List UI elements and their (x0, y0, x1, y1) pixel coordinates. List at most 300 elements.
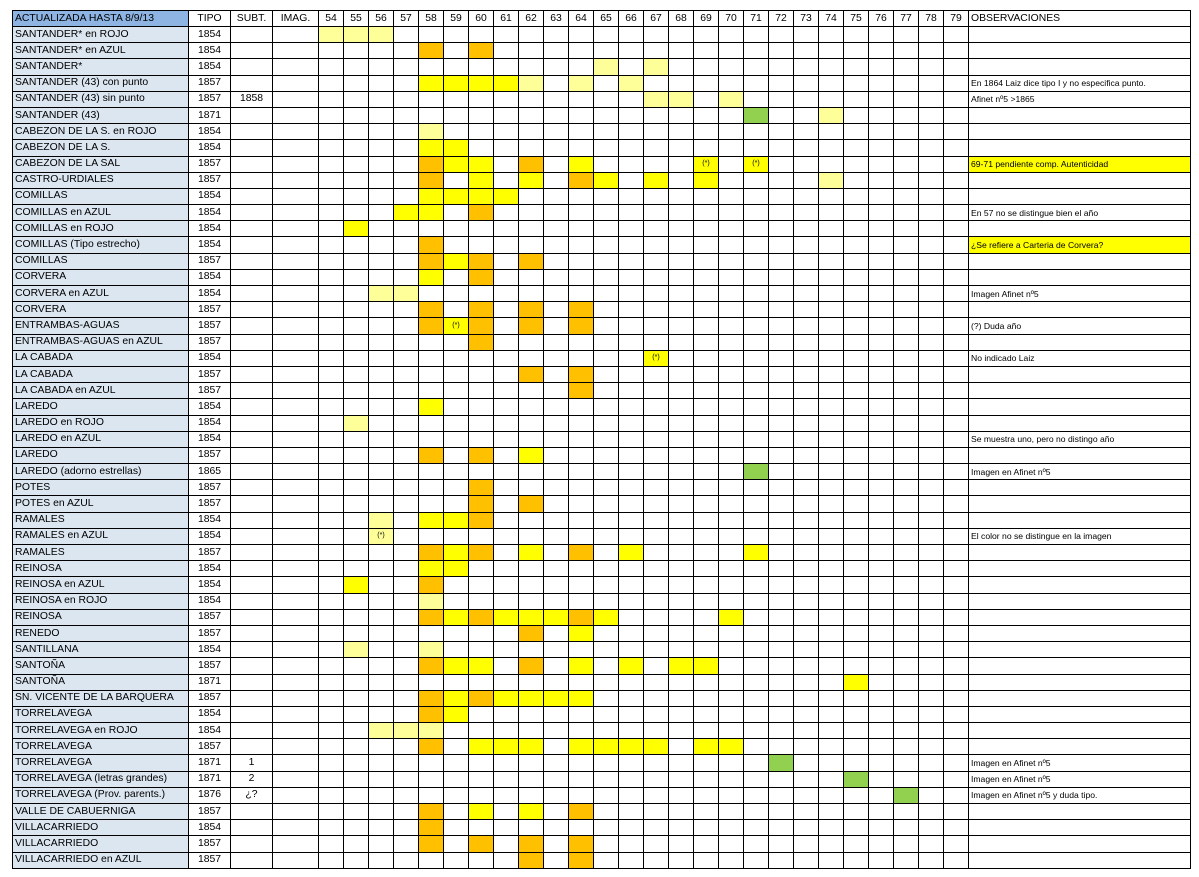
cell-year-58[interactable] (419, 658, 444, 674)
cell-year-62[interactable] (519, 836, 544, 852)
cell-year-77[interactable] (894, 334, 919, 350)
cell-year-77[interactable] (894, 739, 919, 755)
header-cell-year[interactable]: 72 (769, 11, 794, 27)
cell-year-57[interactable] (394, 528, 419, 544)
cell-year-58[interactable] (419, 674, 444, 690)
cell-observaciones[interactable] (969, 124, 1191, 140)
cell-year-72[interactable] (769, 350, 794, 366)
cell-name[interactable]: SANTANDER (43) (13, 107, 189, 123)
cell-year-55[interactable] (344, 658, 369, 674)
cell-year-61[interactable] (494, 804, 519, 820)
cell-year-73[interactable] (794, 269, 819, 285)
cell-year-68[interactable] (669, 172, 694, 188)
cell-year-78[interactable] (919, 366, 944, 382)
cell-year-55[interactable] (344, 415, 369, 431)
cell-year-68[interactable] (669, 221, 694, 237)
cell-year-79[interactable] (944, 674, 969, 690)
cell-year-69[interactable]: (*) (694, 156, 719, 172)
cell-year-59[interactable] (444, 415, 469, 431)
cell-year-68[interactable] (669, 205, 694, 221)
cell-year-54[interactable] (319, 852, 344, 868)
cell-year-74[interactable] (819, 350, 844, 366)
cell-year-78[interactable] (919, 755, 944, 771)
cell-year-56[interactable] (369, 269, 394, 285)
cell-year-79[interactable] (944, 642, 969, 658)
cell-year-64[interactable] (569, 350, 594, 366)
cell-tipo[interactable]: 1857 (189, 172, 231, 188)
cell-imag[interactable] (273, 464, 319, 480)
cell-year-65[interactable] (594, 625, 619, 641)
cell-year-60[interactable] (469, 156, 494, 172)
cell-year-72[interactable] (769, 334, 794, 350)
cell-year-57[interactable] (394, 27, 419, 43)
cell-year-57[interactable] (394, 852, 419, 868)
cell-year-69[interactable] (694, 205, 719, 221)
cell-year-79[interactable] (944, 156, 969, 172)
cell-year-57[interactable] (394, 836, 419, 852)
cell-year-69[interactable] (694, 188, 719, 204)
cell-year-60[interactable] (469, 674, 494, 690)
cell-year-64[interactable] (569, 415, 594, 431)
cell-year-67[interactable] (644, 771, 669, 787)
cell-year-76[interactable] (869, 399, 894, 415)
cell-year-59[interactable] (444, 221, 469, 237)
cell-year-67[interactable] (644, 755, 669, 771)
cell-year-60[interactable] (469, 836, 494, 852)
cell-year-68[interactable] (669, 447, 694, 463)
cell-year-67[interactable] (644, 156, 669, 172)
cell-year-58[interactable] (419, 464, 444, 480)
cell-tipo[interactable]: 1857 (189, 447, 231, 463)
cell-year-55[interactable] (344, 480, 369, 496)
cell-year-55[interactable] (344, 27, 369, 43)
header-cell-year[interactable]: 78 (919, 11, 944, 27)
cell-observaciones[interactable]: Se muestra uno, pero no distingo año (969, 431, 1191, 447)
cell-year-62[interactable] (519, 593, 544, 609)
cell-imag[interactable] (273, 804, 319, 820)
cell-year-63[interactable] (544, 140, 569, 156)
cell-year-56[interactable] (369, 188, 394, 204)
cell-year-54[interactable] (319, 480, 344, 496)
cell-year-54[interactable] (319, 383, 344, 399)
cell-year-67[interactable] (644, 706, 669, 722)
cell-year-55[interactable] (344, 577, 369, 593)
cell-name[interactable]: REINOSA en ROJO (13, 593, 189, 609)
cell-year-69[interactable] (694, 383, 719, 399)
cell-year-63[interactable] (544, 399, 569, 415)
cell-year-77[interactable] (894, 512, 919, 528)
cell-year-65[interactable] (594, 690, 619, 706)
header-cell-year[interactable]: 67 (644, 11, 669, 27)
cell-year-77[interactable] (894, 286, 919, 302)
cell-observaciones[interactable]: El color no se distingue en la imagen (969, 528, 1191, 544)
cell-year-58[interactable] (419, 91, 444, 107)
cell-year-72[interactable] (769, 124, 794, 140)
cell-year-57[interactable] (394, 464, 419, 480)
cell-observaciones[interactable] (969, 415, 1191, 431)
cell-year-77[interactable] (894, 755, 919, 771)
cell-year-62[interactable] (519, 528, 544, 544)
cell-year-78[interactable] (919, 350, 944, 366)
cell-subt[interactable] (231, 836, 273, 852)
cell-year-67[interactable] (644, 124, 669, 140)
cell-year-68[interactable] (669, 739, 694, 755)
cell-year-64[interactable] (569, 383, 594, 399)
cell-name[interactable]: RAMALES (13, 512, 189, 528)
header-cell-year[interactable]: 61 (494, 11, 519, 27)
cell-year-58[interactable] (419, 431, 444, 447)
cell-year-73[interactable] (794, 512, 819, 528)
cell-imag[interactable] (273, 836, 319, 852)
cell-year-73[interactable] (794, 804, 819, 820)
cell-year-55[interactable] (344, 205, 369, 221)
cell-year-65[interactable] (594, 334, 619, 350)
cell-year-64[interactable] (569, 221, 594, 237)
cell-observaciones[interactable] (969, 690, 1191, 706)
cell-year-61[interactable] (494, 706, 519, 722)
cell-year-73[interactable] (794, 172, 819, 188)
cell-year-71[interactable] (744, 140, 769, 156)
cell-observaciones[interactable] (969, 269, 1191, 285)
cell-year-68[interactable] (669, 609, 694, 625)
cell-name[interactable]: SANTOÑA (13, 674, 189, 690)
cell-year-76[interactable] (869, 545, 894, 561)
cell-year-77[interactable] (894, 156, 919, 172)
header-cell-year[interactable]: 55 (344, 11, 369, 27)
cell-year-60[interactable] (469, 366, 494, 382)
cell-year-55[interactable] (344, 739, 369, 755)
header-cell-year[interactable]: 77 (894, 11, 919, 27)
cell-year-62[interactable] (519, 124, 544, 140)
header-cell-year[interactable]: 71 (744, 11, 769, 27)
cell-year-78[interactable] (919, 561, 944, 577)
cell-year-79[interactable] (944, 464, 969, 480)
cell-year-67[interactable] (644, 674, 669, 690)
cell-year-64[interactable] (569, 787, 594, 803)
cell-year-68[interactable] (669, 91, 694, 107)
cell-year-73[interactable] (794, 237, 819, 253)
cell-year-57[interactable] (394, 302, 419, 318)
cell-year-59[interactable] (444, 820, 469, 836)
cell-tipo[interactable]: 1854 (189, 561, 231, 577)
cell-year-65[interactable] (594, 221, 619, 237)
cell-year-71[interactable] (744, 286, 769, 302)
cell-year-79[interactable] (944, 75, 969, 91)
cell-year-72[interactable] (769, 188, 794, 204)
cell-year-74[interactable] (819, 59, 844, 75)
cell-imag[interactable] (273, 318, 319, 334)
cell-year-70[interactable] (719, 269, 744, 285)
cell-year-65[interactable] (594, 107, 619, 123)
cell-year-54[interactable] (319, 124, 344, 140)
cell-year-75[interactable] (844, 350, 869, 366)
cell-name[interactable]: COMILLAS (Tipo estrecho) (13, 237, 189, 253)
cell-year-60[interactable] (469, 723, 494, 739)
cell-year-68[interactable] (669, 496, 694, 512)
cell-year-59[interactable] (444, 188, 469, 204)
cell-year-59[interactable] (444, 836, 469, 852)
cell-imag[interactable] (273, 334, 319, 350)
cell-name[interactable]: VILLACARRIEDO (13, 836, 189, 852)
cell-year-65[interactable] (594, 723, 619, 739)
cell-year-74[interactable] (819, 237, 844, 253)
header-cell-year[interactable]: 63 (544, 11, 569, 27)
cell-observaciones[interactable] (969, 302, 1191, 318)
cell-name[interactable]: POTES (13, 480, 189, 496)
cell-name[interactable]: VILLACARRIEDO en AZUL (13, 852, 189, 868)
cell-year-58[interactable] (419, 156, 444, 172)
cell-year-56[interactable] (369, 140, 394, 156)
cell-year-79[interactable] (944, 755, 969, 771)
cell-year-56[interactable] (369, 771, 394, 787)
cell-subt[interactable] (231, 188, 273, 204)
cell-year-55[interactable] (344, 706, 369, 722)
cell-name[interactable]: SANTANDER* (13, 59, 189, 75)
cell-year-77[interactable] (894, 447, 919, 463)
cell-year-58[interactable] (419, 415, 444, 431)
cell-year-73[interactable] (794, 431, 819, 447)
cell-year-74[interactable] (819, 383, 844, 399)
cell-year-57[interactable] (394, 91, 419, 107)
cell-year-76[interactable] (869, 577, 894, 593)
cell-year-57[interactable] (394, 43, 419, 59)
cell-year-67[interactable] (644, 27, 669, 43)
cell-year-78[interactable] (919, 690, 944, 706)
cell-year-75[interactable] (844, 723, 869, 739)
cell-tipo[interactable]: 1857 (189, 804, 231, 820)
cell-year-72[interactable] (769, 852, 794, 868)
cell-year-76[interactable] (869, 302, 894, 318)
cell-year-57[interactable] (394, 350, 419, 366)
cell-tipo[interactable]: 1854 (189, 415, 231, 431)
cell-year-76[interactable] (869, 593, 894, 609)
cell-year-57[interactable] (394, 755, 419, 771)
cell-year-65[interactable] (594, 318, 619, 334)
cell-year-55[interactable] (344, 852, 369, 868)
cell-year-79[interactable] (944, 91, 969, 107)
cell-year-71[interactable] (744, 383, 769, 399)
cell-year-56[interactable] (369, 464, 394, 480)
cell-year-73[interactable] (794, 27, 819, 43)
cell-year-74[interactable] (819, 107, 844, 123)
cell-year-70[interactable] (719, 383, 744, 399)
cell-year-62[interactable] (519, 383, 544, 399)
cell-year-68[interactable] (669, 658, 694, 674)
cell-name[interactable]: SANTANDER (43) sin punto (13, 91, 189, 107)
cell-year-76[interactable] (869, 59, 894, 75)
cell-year-54[interactable] (319, 350, 344, 366)
cell-year-74[interactable] (819, 431, 844, 447)
cell-year-70[interactable] (719, 75, 744, 91)
cell-year-73[interactable] (794, 350, 819, 366)
cell-year-61[interactable] (494, 415, 519, 431)
cell-year-65[interactable] (594, 366, 619, 382)
cell-subt[interactable] (231, 302, 273, 318)
cell-year-65[interactable] (594, 658, 619, 674)
cell-year-62[interactable] (519, 431, 544, 447)
cell-year-73[interactable] (794, 755, 819, 771)
cell-year-70[interactable] (719, 771, 744, 787)
cell-year-79[interactable] (944, 820, 969, 836)
cell-year-70[interactable] (719, 642, 744, 658)
cell-year-55[interactable] (344, 172, 369, 188)
cell-year-56[interactable] (369, 836, 394, 852)
cell-name[interactable]: SANTANDER* en AZUL (13, 43, 189, 59)
cell-year-57[interactable] (394, 318, 419, 334)
cell-year-59[interactable] (444, 674, 469, 690)
cell-year-75[interactable] (844, 431, 869, 447)
cell-year-77[interactable] (894, 642, 919, 658)
cell-year-68[interactable] (669, 674, 694, 690)
cell-year-61[interactable] (494, 739, 519, 755)
cell-subt[interactable] (231, 625, 273, 641)
cell-year-56[interactable] (369, 480, 394, 496)
cell-year-56[interactable] (369, 739, 394, 755)
cell-name[interactable]: LAREDO en AZUL (13, 431, 189, 447)
cell-year-67[interactable] (644, 512, 669, 528)
cell-year-57[interactable] (394, 512, 419, 528)
cell-tipo[interactable]: 1854 (189, 221, 231, 237)
cell-year-68[interactable] (669, 302, 694, 318)
cell-year-61[interactable] (494, 852, 519, 868)
cell-year-70[interactable] (719, 107, 744, 123)
cell-year-60[interactable] (469, 237, 494, 253)
cell-year-68[interactable] (669, 399, 694, 415)
cell-year-66[interactable] (619, 674, 644, 690)
cell-year-58[interactable] (419, 561, 444, 577)
cell-year-62[interactable] (519, 302, 544, 318)
cell-imag[interactable] (273, 771, 319, 787)
cell-year-71[interactable] (744, 820, 769, 836)
cell-tipo[interactable]: 1857 (189, 334, 231, 350)
cell-year-76[interactable] (869, 415, 894, 431)
cell-year-57[interactable] (394, 75, 419, 91)
cell-subt[interactable] (231, 561, 273, 577)
cell-year-57[interactable] (394, 771, 419, 787)
cell-year-63[interactable] (544, 464, 569, 480)
cell-year-56[interactable] (369, 609, 394, 625)
header-cell-year[interactable]: 57 (394, 11, 419, 27)
cell-year-61[interactable] (494, 431, 519, 447)
cell-year-74[interactable] (819, 690, 844, 706)
cell-year-61[interactable] (494, 269, 519, 285)
cell-imag[interactable] (273, 674, 319, 690)
cell-year-55[interactable] (344, 188, 369, 204)
cell-year-74[interactable] (819, 804, 844, 820)
cell-year-75[interactable] (844, 561, 869, 577)
cell-year-73[interactable] (794, 658, 819, 674)
cell-year-71[interactable] (744, 480, 769, 496)
cell-year-79[interactable] (944, 658, 969, 674)
cell-year-78[interactable] (919, 383, 944, 399)
cell-year-56[interactable] (369, 43, 394, 59)
cell-year-54[interactable] (319, 221, 344, 237)
cell-year-57[interactable] (394, 739, 419, 755)
cell-year-78[interactable] (919, 431, 944, 447)
cell-year-70[interactable] (719, 852, 744, 868)
cell-year-77[interactable] (894, 723, 919, 739)
cell-tipo[interactable]: 1857 (189, 609, 231, 625)
cell-year-77[interactable] (894, 383, 919, 399)
cell-subt[interactable]: 1 (231, 755, 273, 771)
cell-year-59[interactable] (444, 787, 469, 803)
cell-year-68[interactable] (669, 107, 694, 123)
cell-year-59[interactable] (444, 512, 469, 528)
cell-year-66[interactable] (619, 205, 644, 221)
cell-year-68[interactable] (669, 464, 694, 480)
cell-observaciones[interactable] (969, 496, 1191, 512)
cell-observaciones[interactable] (969, 512, 1191, 528)
cell-year-59[interactable] (444, 383, 469, 399)
header-cell-year[interactable]: 54 (319, 11, 344, 27)
cell-year-58[interactable] (419, 237, 444, 253)
cell-year-58[interactable] (419, 27, 444, 43)
cell-year-64[interactable] (569, 318, 594, 334)
cell-year-63[interactable] (544, 75, 569, 91)
cell-name[interactable]: LAREDO (13, 447, 189, 463)
cell-year-72[interactable] (769, 609, 794, 625)
cell-imag[interactable] (273, 75, 319, 91)
header-cell-year[interactable]: 68 (669, 11, 694, 27)
cell-year-55[interactable] (344, 124, 369, 140)
cell-year-79[interactable] (944, 545, 969, 561)
cell-year-64[interactable] (569, 771, 594, 787)
cell-year-66[interactable] (619, 188, 644, 204)
cell-imag[interactable] (273, 512, 319, 528)
cell-year-72[interactable] (769, 415, 794, 431)
cell-year-77[interactable] (894, 561, 919, 577)
cell-year-68[interactable] (669, 156, 694, 172)
cell-year-78[interactable] (919, 447, 944, 463)
cell-year-68[interactable] (669, 334, 694, 350)
cell-year-56[interactable] (369, 690, 394, 706)
cell-year-62[interactable] (519, 820, 544, 836)
cell-year-56[interactable] (369, 156, 394, 172)
cell-year-70[interactable] (719, 237, 744, 253)
cell-year-65[interactable] (594, 804, 619, 820)
cell-year-58[interactable] (419, 107, 444, 123)
cell-subt[interactable] (231, 852, 273, 868)
cell-year-54[interactable] (319, 658, 344, 674)
cell-year-61[interactable] (494, 383, 519, 399)
cell-year-68[interactable] (669, 140, 694, 156)
cell-year-67[interactable] (644, 140, 669, 156)
cell-year-61[interactable] (494, 609, 519, 625)
cell-year-59[interactable] (444, 625, 469, 641)
cell-year-61[interactable] (494, 674, 519, 690)
cell-year-55[interactable] (344, 561, 369, 577)
cell-year-69[interactable] (694, 107, 719, 123)
cell-subt[interactable] (231, 27, 273, 43)
cell-year-73[interactable] (794, 415, 819, 431)
cell-year-73[interactable] (794, 399, 819, 415)
cell-observaciones[interactable] (969, 140, 1191, 156)
cell-year-62[interactable] (519, 91, 544, 107)
cell-year-58[interactable] (419, 188, 444, 204)
cell-name[interactable]: SANTANDER (43) con punto (13, 75, 189, 91)
cell-year-78[interactable] (919, 804, 944, 820)
header-cell-tipo[interactable]: TIPO (189, 11, 231, 27)
cell-year-54[interactable] (319, 334, 344, 350)
cell-year-68[interactable] (669, 431, 694, 447)
cell-year-69[interactable] (694, 91, 719, 107)
cell-year-59[interactable] (444, 447, 469, 463)
cell-year-55[interactable] (344, 318, 369, 334)
cell-year-73[interactable] (794, 205, 819, 221)
cell-year-63[interactable] (544, 609, 569, 625)
cell-year-73[interactable] (794, 690, 819, 706)
cell-year-71[interactable] (744, 172, 769, 188)
